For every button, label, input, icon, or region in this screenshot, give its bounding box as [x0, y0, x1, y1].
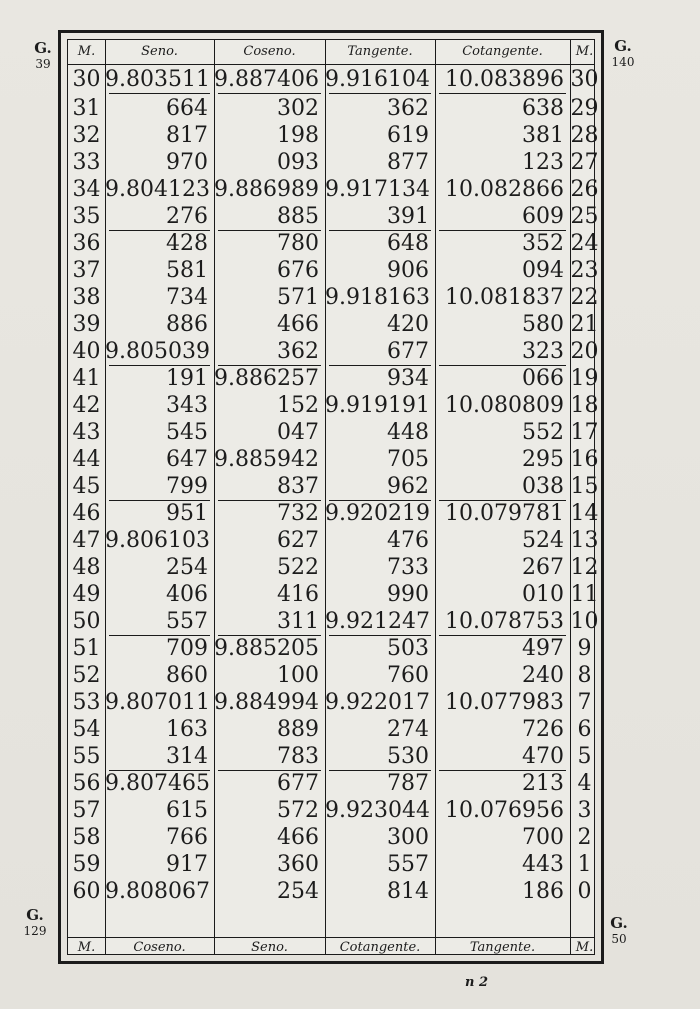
value-cell: 300 [387, 825, 429, 850]
minute-cell: 47 [72, 528, 101, 553]
minute-cell: 13 [570, 528, 599, 553]
value-cell: 094 [522, 258, 564, 283]
value-cell: 443 [522, 852, 564, 877]
value-cell: 198 [277, 123, 319, 148]
corner-degree-value: 39 [35, 57, 51, 71]
value-cell: 726 [522, 717, 564, 742]
minute-cell: 35 [72, 204, 101, 229]
corner-bottom-left [20, 907, 50, 939]
value-cell: 470 [522, 744, 564, 769]
corner-top-right [608, 38, 638, 70]
value-cell: 677 [277, 771, 319, 796]
value-cell: 9.885942 [214, 447, 319, 472]
minute-cell: 42 [72, 393, 101, 418]
value-cell: 9.923044 [325, 798, 430, 823]
value-cell: 314 [166, 744, 208, 769]
value-cell: 545 [166, 420, 208, 445]
value-cell: 970 [166, 150, 208, 175]
value-cell: 581 [166, 258, 208, 283]
value-cell: 732 [277, 501, 319, 526]
value-cell: 705 [387, 447, 429, 472]
header_bottom-0: M. [77, 940, 96, 955]
minute-cell: 1 [577, 852, 592, 877]
trig-table-frame [58, 30, 604, 964]
minute-cell: 29 [570, 96, 599, 121]
minute-cell: 20 [570, 339, 599, 364]
value-cell: 885 [277, 204, 319, 229]
value-cell: 552 [522, 420, 564, 445]
minute-cell: 32 [72, 123, 101, 148]
corner-degree-value: 50 [611, 932, 627, 946]
value-cell: 9.807011 [105, 690, 210, 715]
value-cell: 267 [522, 555, 564, 580]
value-cell: 10.083896 [445, 67, 564, 92]
value-cell: 311 [277, 609, 319, 634]
minute-cell: 52 [72, 663, 101, 688]
value-cell: 9.916104 [325, 67, 430, 92]
group-rule [109, 93, 210, 94]
value-cell: 254 [277, 879, 319, 904]
value-cell: 609 [522, 204, 564, 229]
value-cell: 524 [522, 528, 564, 553]
minute-cell: 21 [570, 312, 599, 337]
minute-cell: 18 [570, 393, 599, 418]
value-cell: 530 [387, 744, 429, 769]
value-cell: 889 [277, 717, 319, 742]
value-cell: 9.918163 [325, 285, 430, 310]
header_top-4: Cotangente. [462, 44, 543, 59]
value-cell: 627 [277, 528, 319, 553]
value-cell: 664 [166, 96, 208, 121]
minute-cell: 44 [72, 447, 101, 472]
trig-table [67, 39, 599, 955]
value-cell: 343 [166, 393, 208, 418]
header_top-2: Coseno. [243, 44, 296, 59]
value-cell: 783 [277, 744, 319, 769]
minute-cell: 23 [570, 258, 599, 283]
value-cell: 522 [277, 555, 319, 580]
value-cell: 093 [277, 150, 319, 175]
value-cell: 066 [522, 366, 564, 391]
value-cell: 557 [387, 852, 429, 877]
minute-cell: 19 [570, 366, 599, 391]
value-cell: 877 [387, 150, 429, 175]
value-cell: 274 [387, 717, 429, 742]
minute-cell: 33 [72, 150, 101, 175]
value-cell: 9.919191 [325, 393, 430, 418]
minute-cell: 46 [72, 501, 101, 526]
minute-cell: 22 [570, 285, 599, 310]
minute-cell: 54 [72, 717, 101, 742]
minute-cell: 8 [577, 663, 592, 688]
minute-cell: 30 [570, 67, 599, 92]
minute-cell: 26 [570, 177, 599, 202]
minute-cell: 7 [577, 690, 592, 715]
minute-cell: 48 [72, 555, 101, 580]
minute-cell: 15 [570, 474, 599, 499]
minute-cell: 5 [577, 744, 592, 769]
value-cell: 615 [166, 798, 208, 823]
value-cell: 503 [387, 636, 429, 661]
page-mark: n 2 [465, 975, 489, 990]
corner-degree-value: 129 [23, 924, 47, 938]
minute-cell: 30 [72, 67, 101, 92]
minute-cell: 0 [577, 879, 592, 904]
minute-cell: 34 [72, 177, 101, 202]
value-cell: 733 [387, 555, 429, 580]
header_top-3: Tangente. [347, 44, 413, 59]
value-cell: 787 [387, 771, 429, 796]
header_bottom-2: Seno. [251, 940, 288, 955]
minute-cell: 27 [570, 150, 599, 175]
value-cell: 123 [522, 150, 564, 175]
value-cell: 766 [166, 825, 208, 850]
value-cell: 497 [522, 636, 564, 661]
minute-cell: 10 [570, 609, 599, 634]
value-cell: 323 [522, 339, 564, 364]
minute-cell: 25 [570, 204, 599, 229]
value-cell: 9.885205 [214, 636, 319, 661]
corner-degree-label: G. [26, 906, 44, 924]
minute-cell: 50 [72, 609, 101, 634]
value-cell: 648 [387, 231, 429, 256]
value-cell: 9.805039 [105, 339, 210, 364]
minute-cell: 11 [570, 582, 599, 607]
value-cell: 10.082866 [445, 177, 564, 202]
value-cell: 9.886989 [214, 177, 319, 202]
header-rule [68, 64, 594, 65]
value-cell: 734 [166, 285, 208, 310]
corner-bottom-right [604, 915, 634, 947]
corner-top-left [28, 40, 58, 72]
value-cell: 10.076956 [445, 798, 564, 823]
value-cell: 9.806103 [105, 528, 210, 553]
value-cell: 362 [277, 339, 319, 364]
value-cell: 9.808067 [105, 879, 210, 904]
corner-degree-value: 140 [611, 55, 635, 69]
value-cell: 276 [166, 204, 208, 229]
value-cell: 814 [387, 879, 429, 904]
value-cell: 420 [387, 312, 429, 337]
value-cell: 619 [387, 123, 429, 148]
value-cell: 9.921247 [325, 609, 430, 634]
value-cell: 240 [522, 663, 564, 688]
value-cell: 10.079781 [445, 501, 564, 526]
value-cell: 934 [387, 366, 429, 391]
header-rule [68, 937, 594, 938]
value-cell: 677 [387, 339, 429, 364]
minute-cell: 24 [570, 231, 599, 256]
value-cell: 9.803511 [105, 67, 210, 92]
minute-cell: 59 [72, 852, 101, 877]
minute-cell: 14 [570, 501, 599, 526]
value-cell: 152 [277, 393, 319, 418]
header_bottom-3: Cotangente. [339, 940, 421, 955]
value-cell: 572 [277, 798, 319, 823]
value-cell: 406 [166, 582, 208, 607]
value-cell: 799 [166, 474, 208, 499]
value-cell: 295 [522, 447, 564, 472]
value-cell: 10.081837 [445, 285, 564, 310]
minute-cell: 53 [72, 690, 101, 715]
value-cell: 571 [277, 285, 319, 310]
minute-cell: 31 [72, 96, 101, 121]
value-cell: 9.917134 [325, 177, 430, 202]
group-rule [439, 93, 566, 94]
value-cell: 837 [277, 474, 319, 499]
value-cell: 466 [277, 825, 319, 850]
value-cell: 9.920219 [325, 501, 430, 526]
minute-cell: 3 [577, 798, 592, 823]
value-cell: 362 [387, 96, 429, 121]
value-cell: 391 [387, 204, 429, 229]
header_bottom-4: Tangente. [469, 940, 536, 955]
value-cell: 962 [387, 474, 429, 499]
minute-cell: 57 [72, 798, 101, 823]
corner-degree-label: G. [610, 914, 628, 932]
minute-cell: 58 [72, 825, 101, 850]
value-cell: 817 [166, 123, 208, 148]
value-cell: 038 [522, 474, 564, 499]
value-cell: 381 [522, 123, 564, 148]
group-rule [218, 93, 321, 94]
value-cell: 10.080809 [445, 393, 564, 418]
minute-cell: 36 [72, 231, 101, 256]
minute-cell: 2 [577, 825, 592, 850]
header_top-1: Seno. [141, 44, 178, 59]
value-cell: 700 [522, 825, 564, 850]
value-cell: 9.807465 [105, 771, 210, 796]
value-cell: 9.804123 [105, 177, 210, 202]
value-cell: 352 [522, 231, 564, 256]
minute-cell: 4 [577, 771, 592, 796]
minute-cell: 39 [72, 312, 101, 337]
value-cell: 917 [166, 852, 208, 877]
minute-cell: 43 [72, 420, 101, 445]
value-cell: 709 [166, 636, 208, 661]
minute-cell: 12 [570, 555, 599, 580]
value-cell: 886 [166, 312, 208, 337]
value-cell: 9.884994 [214, 690, 319, 715]
minute-cell: 40 [72, 339, 101, 364]
minute-cell: 16 [570, 447, 599, 472]
header_bottom-1: Coseno. [133, 940, 186, 955]
corner-degree-label: G. [614, 37, 632, 55]
value-cell: 780 [277, 231, 319, 256]
value-cell: 10.078753 [445, 609, 564, 634]
value-cell: 191 [166, 366, 208, 391]
value-cell: 860 [166, 663, 208, 688]
minute-cell: 51 [72, 636, 101, 661]
value-cell: 163 [166, 717, 208, 742]
value-cell: 638 [522, 96, 564, 121]
group-rule [329, 93, 431, 94]
header_top-0: M. [77, 44, 96, 59]
minute-cell: 38 [72, 285, 101, 310]
minute-cell: 6 [577, 717, 592, 742]
minute-cell: 37 [72, 258, 101, 283]
value-cell: 557 [166, 609, 208, 634]
value-cell: 047 [277, 420, 319, 445]
value-cell: 9.922017 [325, 690, 430, 715]
value-cell: 416 [277, 582, 319, 607]
value-cell: 951 [166, 501, 208, 526]
minute-cell: 28 [570, 123, 599, 148]
value-cell: 186 [522, 879, 564, 904]
minute-cell: 55 [72, 744, 101, 769]
corner-degree-label: G. [34, 39, 52, 57]
value-cell: 448 [387, 420, 429, 445]
value-cell: 9.886257 [214, 366, 319, 391]
minute-cell: 45 [72, 474, 101, 499]
minute-cell: 60 [72, 879, 101, 904]
value-cell: 647 [166, 447, 208, 472]
value-cell: 906 [387, 258, 429, 283]
value-cell: 476 [387, 528, 429, 553]
value-cell: 676 [277, 258, 319, 283]
value-cell: 010 [522, 582, 564, 607]
value-cell: 254 [166, 555, 208, 580]
value-cell: 428 [166, 231, 208, 256]
value-cell: 10.077983 [445, 690, 564, 715]
header_top-5: M. [575, 44, 594, 59]
value-cell: 100 [277, 663, 319, 688]
minute-cell: 49 [72, 582, 101, 607]
value-cell: 466 [277, 312, 319, 337]
minute-cell: 9 [577, 636, 592, 661]
value-cell: 9.887406 [214, 67, 319, 92]
value-cell: 302 [277, 96, 319, 121]
value-cell: 580 [522, 312, 564, 337]
header_bottom-5: M. [575, 940, 594, 955]
value-cell: 760 [387, 663, 429, 688]
minute-cell: 56 [72, 771, 101, 796]
minute-cell: 17 [570, 420, 599, 445]
value-cell: 213 [522, 771, 564, 796]
value-cell: 990 [387, 582, 429, 607]
value-cell: 360 [277, 852, 319, 877]
minute-cell: 41 [72, 366, 101, 391]
